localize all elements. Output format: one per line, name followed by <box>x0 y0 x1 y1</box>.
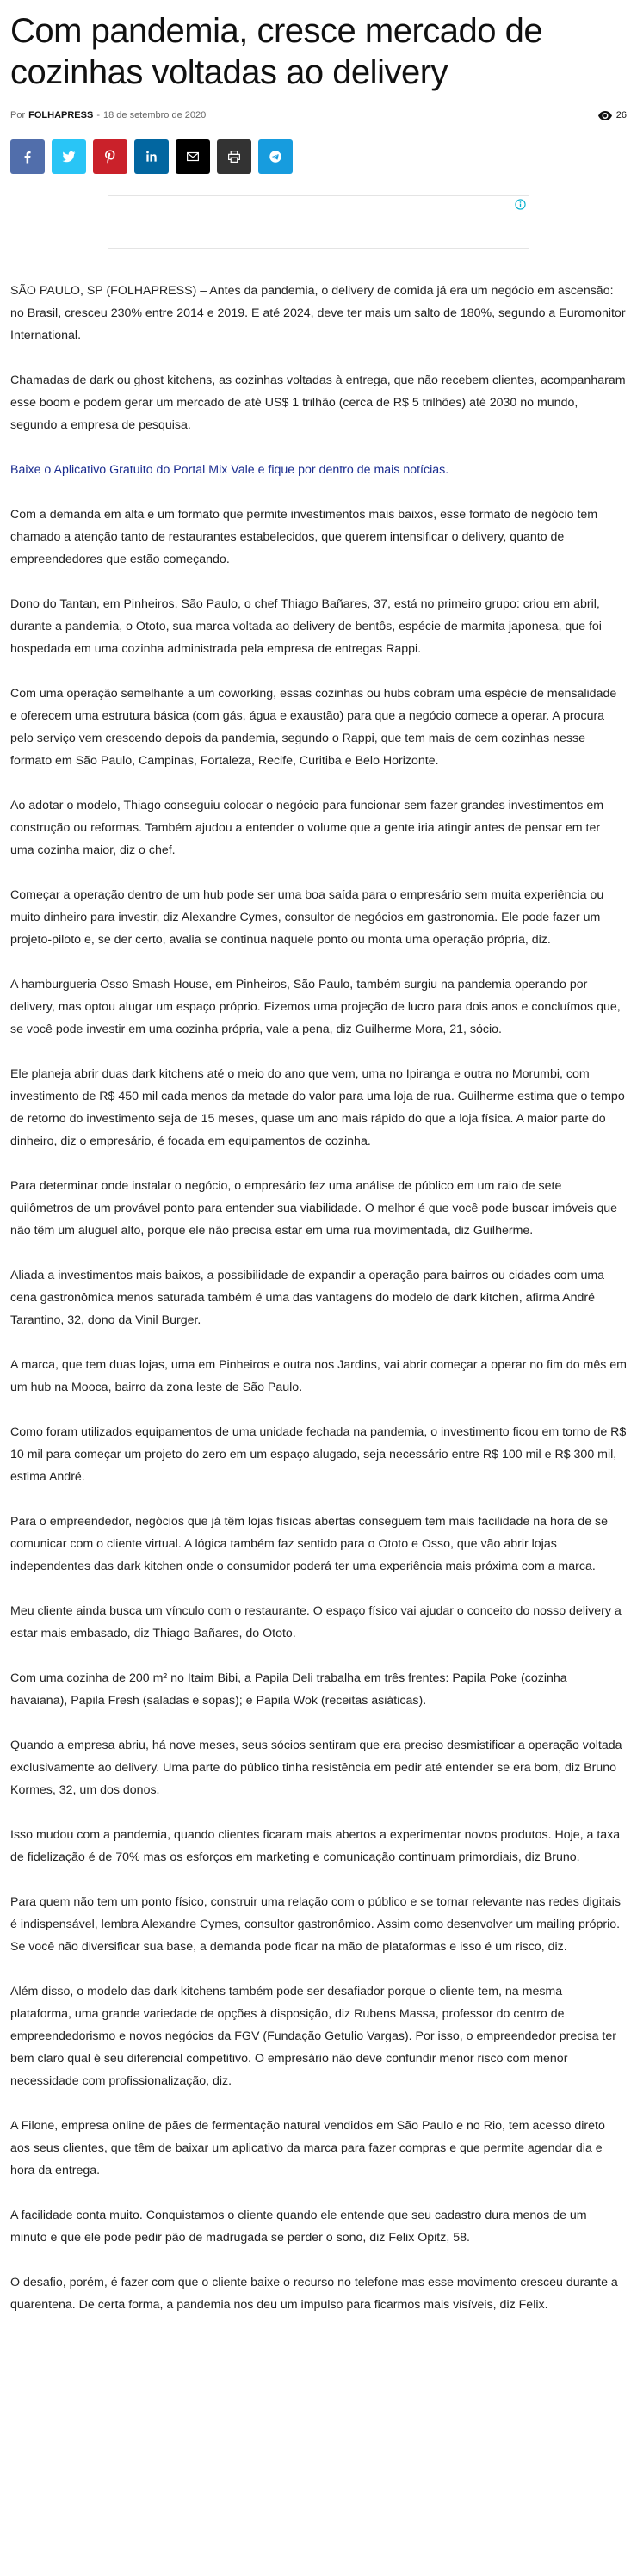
article-paragraph: Aliada a investimentos mais baixos, a possibilidade de expandir a operação para bairros ou cidades com uma cena gastronômica menos saturada também é uma das vantagens do modelo de dark kitchen, afirma André Tarantino, 32, dono da Vinil Burger. <box>10 1269 605 1327</box>
eye-icon <box>598 111 612 120</box>
linkedin-share-button[interactable] <box>134 139 169 174</box>
article-paragraph: Meu cliente ainda busca um vínculo com o restaurante. O espaço físico vai ajudar o conceito do nosso delivery a estar mais embasado, diz Thiago Bañares, do Ototo. <box>10 1604 622 1640</box>
article-paragraph: Com uma operação semelhante a um coworking, essas cozinhas ou hubs cobram uma espécie de mensalidade e oferecem uma estrutura básica (com gás, água e exaustão) para que a negócio comece a operar. A procura pelo serviço vem crescendo depois da pandemia, segundo o Rappi, que tem mais de cem cozinhas nesse formato em São Paulo, Campinas, Fortaleza, Recife, Curitiba e Belo Horizonte. <box>10 687 617 768</box>
view-count: 26 <box>615 110 627 120</box>
app-download-link[interactable]: Baixe o Aplicativo Gratuito do Portal Mix Vale e fique por dentro de mais notícias. <box>10 463 449 477</box>
article-paragraph: A hamburgueria Osso Smash House, em Pinheiros, São Paulo, também surgiu na pandemia operando por delivery, mas optou alugar um espaço próprio. Fizemos uma projeção de lucro para dois anos e concluímos que, se você pode investir em uma cozinha própria, vale a pena, diz Guilherme Mora, 21, sócio. <box>10 978 621 1036</box>
article-paragraph: Para o empreendedor, negócios que já têm lojas físicas abertas conseguem tem mais facilidade na hora de se comunicar com o cliente virtual. A lógica também faz sentido para o Ototo e Osso, que vão abrir lojas independentes das dark kitchen onde o consumidor poderá ter uma experiência mais próxima com a marca. <box>10 1515 609 1573</box>
article-paragraph: Com a demanda em alta e um formato que permite investimentos mais baixos, esse formato de negócio tem chamado a atenção tanto de restaurantes estabelecidos, que querem intensificar o delivery, quanto de empreendedores que estão começando. <box>10 508 598 566</box>
view-counter <box>598 110 627 120</box>
article-paragraph: Quando a empresa abriu, há nove meses, seus sócios sentiram que era preciso desmistificar a operação voltada exclusivamente ao delivery. Uma parte do público tinha resistência em pedir até entender se era bom, diz Bruno Kormes, 32, um dos donos. <box>10 1739 622 1797</box>
envelope-icon <box>185 149 201 164</box>
article-paragraph: Como foram utilizados equipamentos de uma unidade fechada na pandemia, o investimento ficou em torno de R$ 10 mil para começar um projeto do zero em um espaço alugado, seja necessário entre R$ 100 mil e R$ 300 mil, estima André. <box>10 1425 627 1484</box>
article-paragraph: Começar a operação dentro de um hub pode ser uma boa saída para o empresário sem muita experiência ou muito dinheiro para investir, diz Alexandre Cymes, consultor de negócios em gastronomia. Ele pode fazer um projeto-piloto e, se der certo, avalia se continua naquele ponto ou monta uma operação própria, diz. <box>10 888 604 947</box>
print-button[interactable] <box>217 139 251 174</box>
twitter-icon <box>61 149 77 164</box>
article-paragraph: O desafio, porém, é fazer com que o cliente baixe o recurso no telefone mas esse movimento cresceu durante a quarentena. De certa forma, a pandemia nos deu um impulso para ficarmos mais visíveis, diz Felix. <box>10 2276 618 2312</box>
article-title: Com pandemia, cresce mercado de cozinhas voltadas ao delivery <box>10 12 543 91</box>
facebook-share-button[interactable] <box>10 139 45 174</box>
article-paragraph: Chamadas de dark ou ghost kitchens, as cozinhas voltadas à entrega, que não recebem clientes, acompanharam esse boom e podem gerar um mercado de até US$ 1 trilhão (cerca de R$ 5 trilhões) até 2030 no mundo, segundo a empresa de pesquisa. <box>10 374 626 432</box>
article-paragraph: SÃO PAULO, SP (FOLHAPRESS) – Antes da pandemia, o delivery de comida já era um negócio em ascensão: no Brasil, cresceu 230% entre 2014 e 2019. E até 2024, deve ter mais um salto de 180%, segundo a Euromonitor International. <box>10 284 626 343</box>
twitter-share-button[interactable] <box>52 139 86 174</box>
author-link[interactable]: FOLHAPRESS <box>28 110 94 120</box>
publish-date: 18 de setembro de 2020 <box>102 110 207 120</box>
article-paragraph: Dono do Tantan, em Pinheiros, São Paulo, o chef Thiago Bañares, 37, está no primeiro grupo: criou em abril, durante a pandemia, o Ototo, sua marca voltada ao delivery de bentôs, espécie de marmita japonesa, que foi hospedada em uma cozinha administrada pela empresa de entregas Rappi. <box>10 597 602 656</box>
pinterest-icon <box>102 149 118 164</box>
article-paragraph: Ele planeja abrir duas dark kitchens até o meio do ano que vem, uma no Ipiranga e outra no Morumbi, com investimento de R$ 450 mil cada menos da metade do valor para uma loja de rua. Guilherme estima que o tempo de retorno do investimento seja de 15 meses, quase um ano mais rápido do que a loja física. A maior parte do dinheiro, diz o empresário, é focada em equipamentos de cozinha. <box>10 1067 625 1148</box>
article-paragraph: Além disso, o modelo das dark kitchens também pode ser desafiador porque o cliente tem, na mesma plataforma, uma grande variedade de opções à disposição, diz Rubens Massa, professor do centro de empreendedorismo e novos negócios da FGV (Fundação Getulio Vargas). Por isso, o empreendedor precisa ter bem claro qual é seu diferencial competitivo. O empresário não deve confundir menor risco com menor necessidade com profissionalização, diz. <box>10 1985 616 2088</box>
email-share-button[interactable] <box>176 139 210 174</box>
telegram-share-button[interactable] <box>258 139 293 174</box>
article-meta-row <box>10 108 627 122</box>
share-buttons <box>10 139 627 174</box>
article-paragraph: A facilidade conta muito. Conquistamos o cliente quando ele entende que seu cadastro dura menos de um minuto e que ele pode pedir pão de madrugada se perder o sono, diz Felix Opitz, 58. <box>10 2208 587 2245</box>
advertisement-slot[interactable] <box>108 195 529 249</box>
article-paragraph: Para quem não tem um ponto físico, construir uma relação com o público e se tornar relevante nas redes digitais é indispensável, lembra Alexandre Cymes, consultor gastronômico. Assim como desenvolver um mailing próprio. Se você não diversificar sua base, a demanda pode ficar na mão de plataformas e isso é um risco, diz. <box>10 1895 621 1954</box>
article-paragraph: Com uma cozinha de 200 m² no Itaim Bibi, a Papila Deli trabalha em três frentes: Papila Poke (cozinha havaiana), Papila Fresh (saladas e sopas); e Papila Wok (receitas asiáticas). <box>10 1671 567 1708</box>
article-paragraph: Isso mudou com a pandemia, quando clientes ficaram mais abertos a experimentar novos produtos. Hoje, a taxa de fidelização é de 70% mas os esforços em marketing e comunicação continuam primordiais, diz Bruno. <box>10 1828 621 1864</box>
article-meta <box>10 110 206 120</box>
by-label: Por <box>10 110 26 120</box>
article-body <box>10 280 627 2316</box>
pinterest-share-button[interactable] <box>93 139 127 174</box>
article-paragraph: A Filone, empresa online de pães de fermentação natural vendidos em São Paulo e no Rio, tem acesso direto aos seus clientes, que têm de baixar um aplicativo da marca para fazer compras e que permite agendar dia e hora da entrega. <box>10 2119 605 2178</box>
linkedin-icon <box>144 149 159 164</box>
facebook-icon <box>20 149 35 164</box>
telegram-icon <box>268 149 283 164</box>
article-paragraph: Ao adotar o modelo, Thiago conseguiu colocar o negócio para funcionar sem fazer grandes investimentos em construção ou reformas. Também ajudou a entender o volume que a gente iria atingir antes de pensar em ter uma cozinha maior, diz o chef. <box>10 799 604 857</box>
ad-choices-icon[interactable] <box>515 199 526 210</box>
meta-separator: - <box>96 110 100 120</box>
printer-icon <box>226 149 242 164</box>
article-paragraph: Para determinar onde instalar o negócio, o empresário fez uma análise de público em um raio de sete quilômetros de um provável ponto para entender sua viabilidade. O melhor é que você pode buscar imóveis que não têm um aluguel alto, porque ele não precisa estar em uma rua movimentada, diz Guilherme. <box>10 1179 618 1238</box>
article-paragraph: A marca, que tem duas lojas, uma em Pinheiros e outra nos Jardins, vai abrir começar a operar no fim do mês em um hub na Mooca, bairro da zona leste de São Paulo. <box>10 1358 628 1394</box>
